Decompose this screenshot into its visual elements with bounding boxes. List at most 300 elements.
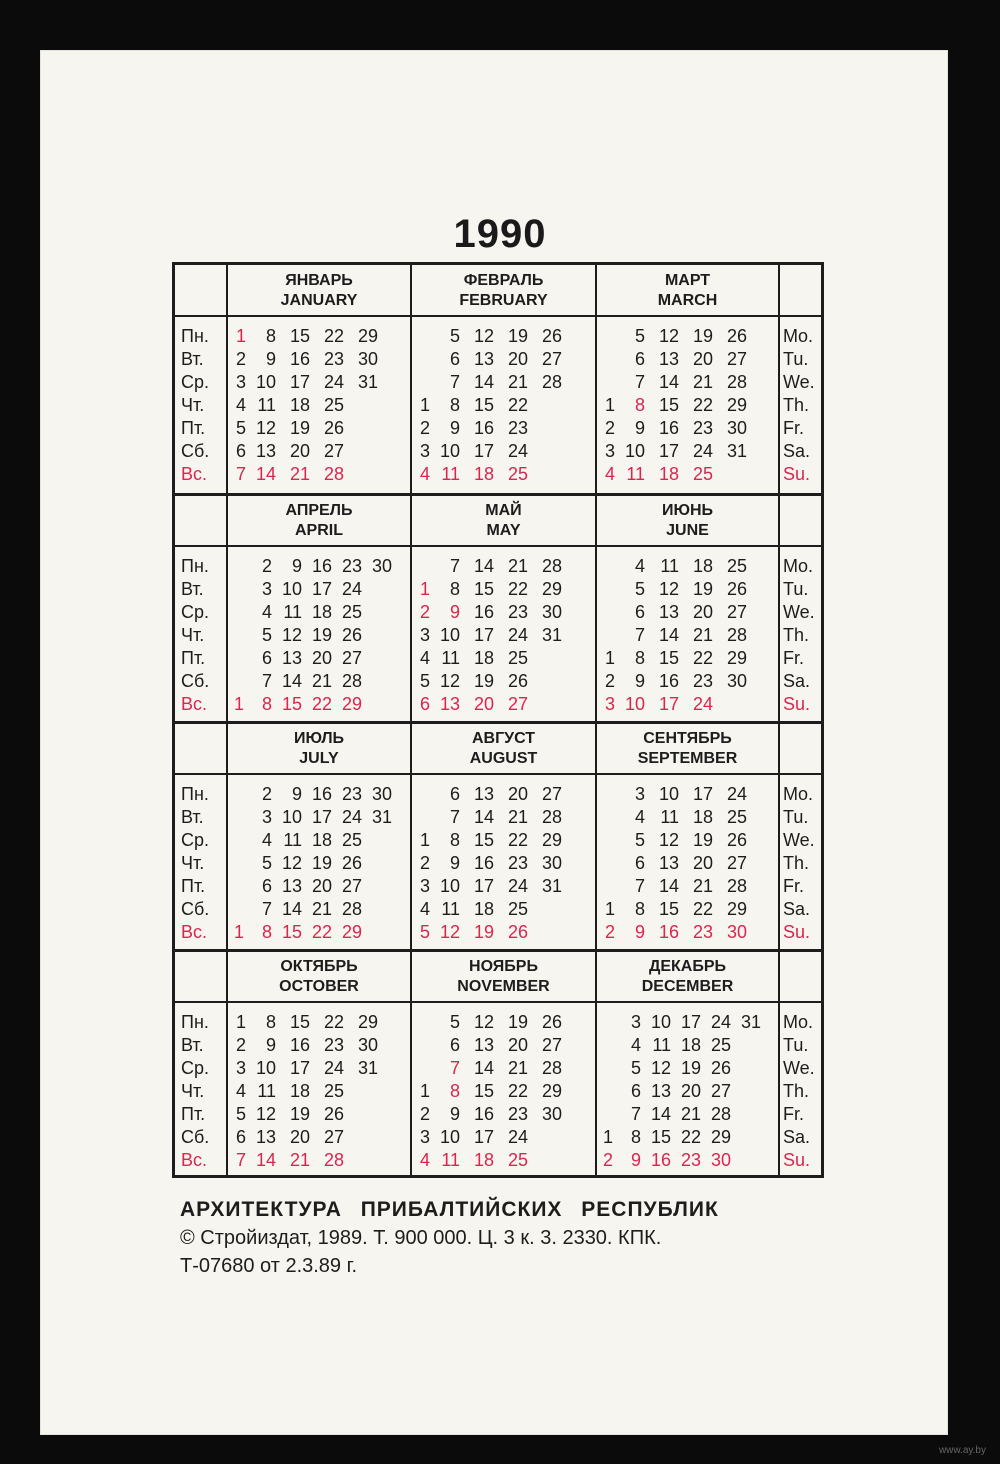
day-number: 18 xyxy=(473,899,494,919)
weekday-label-en: Th. xyxy=(783,853,810,873)
day-number: 29 xyxy=(726,899,747,919)
day-number: 29 xyxy=(541,830,562,850)
day-number: 13 xyxy=(473,784,494,804)
day-number: 24 xyxy=(507,1127,528,1147)
day-number: 13 xyxy=(473,349,494,369)
day-number: 22 xyxy=(692,395,713,415)
day-number: 16 xyxy=(473,602,494,622)
month-days xyxy=(601,1011,761,1172)
day-number: 21 xyxy=(311,671,332,691)
day-number: 10 xyxy=(439,876,460,896)
month-name-ru: ИЮНЬ xyxy=(661,502,714,519)
day-number: 13 xyxy=(658,349,679,369)
week-row xyxy=(416,417,562,440)
day-number: 14 xyxy=(650,1104,671,1124)
day-number: 11 xyxy=(441,464,460,484)
grid-divider-horizontal xyxy=(175,493,821,496)
day-number: 5 xyxy=(449,326,460,346)
day-number: 22 xyxy=(692,648,713,668)
day-number: 5 xyxy=(634,326,645,346)
day-number: 27 xyxy=(541,349,562,369)
day-number: 9 xyxy=(449,1104,460,1124)
day-number: 3 xyxy=(235,1058,246,1078)
weekday-label-en: Fr. xyxy=(783,418,804,438)
day-number: 22 xyxy=(311,922,332,942)
day-number: 10 xyxy=(281,579,302,599)
week-row xyxy=(416,578,562,601)
day-number: 27 xyxy=(507,694,528,714)
month-days xyxy=(416,555,562,716)
weekday-labels-ru xyxy=(181,325,209,486)
month-name-en: SEPTEMBER xyxy=(637,750,738,767)
day-number: 9 xyxy=(634,922,645,942)
day-number: 1 xyxy=(235,326,246,346)
day-number: 3 xyxy=(634,784,645,804)
week-row xyxy=(416,806,562,829)
day-number: 6 xyxy=(261,876,272,896)
week-row xyxy=(416,463,562,486)
day-number: 24 xyxy=(726,784,747,804)
day-number: 10 xyxy=(255,1058,276,1078)
calendar-grid xyxy=(172,262,824,1178)
day-number: 1 xyxy=(419,395,430,415)
day-number: 24 xyxy=(341,807,362,827)
day-number: 7 xyxy=(235,1150,246,1170)
day-number: 28 xyxy=(726,625,747,645)
day-number: 10 xyxy=(439,441,460,461)
weekday-label-ru: Пн. xyxy=(181,556,209,576)
day-number: 12 xyxy=(255,1104,276,1124)
day-number: 26 xyxy=(726,326,747,346)
week-row xyxy=(416,1149,562,1172)
month-header xyxy=(597,501,778,541)
day-number: 23 xyxy=(692,418,713,438)
weekday-label-ru: Пт. xyxy=(181,1104,206,1124)
weekday-label-ru: Пн. xyxy=(181,1012,209,1032)
day-number: 19 xyxy=(692,830,713,850)
day-number: 22 xyxy=(507,395,528,415)
day-number: 19 xyxy=(692,579,713,599)
week-row xyxy=(601,898,747,921)
day-number: 12 xyxy=(439,922,460,942)
day-number: 28 xyxy=(726,372,747,392)
week-row xyxy=(416,921,562,944)
week-row xyxy=(232,1103,378,1126)
weekday-label-ru: Пн. xyxy=(181,326,209,346)
month-name-ru: ИЮЛЬ xyxy=(293,730,345,747)
day-number: 20 xyxy=(692,853,713,873)
day-number: 14 xyxy=(473,556,494,576)
day-number: 21 xyxy=(507,1058,528,1078)
day-number: 20 xyxy=(507,349,528,369)
day-number: 24 xyxy=(710,1012,731,1032)
month-header xyxy=(597,729,778,769)
weekday-label-ru: Сб. xyxy=(181,441,210,461)
day-number: 20 xyxy=(311,648,332,668)
day-number: 11 xyxy=(626,464,645,484)
month-name-ru: ОКТЯБРЬ xyxy=(280,958,358,975)
day-number: 13 xyxy=(255,1127,276,1147)
day-number: 2 xyxy=(261,556,272,576)
day-number: 25 xyxy=(507,899,528,919)
day-number: 18 xyxy=(311,602,332,622)
day-number: 6 xyxy=(449,349,460,369)
day-number: 30 xyxy=(371,556,392,576)
day-number: 27 xyxy=(726,602,747,622)
week-row xyxy=(232,394,378,417)
day-number: 13 xyxy=(255,441,276,461)
day-number: 24 xyxy=(323,1058,344,1078)
day-number: 18 xyxy=(473,464,494,484)
day-number: 2 xyxy=(419,418,430,438)
footer-title: АРХИТЕКТУРА ПРИБАЛТИЙСКИХ РЕСПУБЛИК xyxy=(180,1198,719,1221)
day-number: 30 xyxy=(726,671,747,691)
month-name-en: DECEMBER xyxy=(641,978,734,995)
day-number: 6 xyxy=(419,694,430,714)
month-name-en: AUGUST xyxy=(469,750,538,767)
day-number: 21 xyxy=(507,372,528,392)
week-row xyxy=(416,647,562,670)
weekday-label-en: Mo. xyxy=(783,326,814,346)
weekday-label-en: Th. xyxy=(783,625,810,645)
grid-divider-header xyxy=(175,1001,821,1003)
day-number: 18 xyxy=(658,464,679,484)
day-number: 24 xyxy=(507,625,528,645)
day-number: 15 xyxy=(473,395,494,415)
day-number: 22 xyxy=(323,1012,344,1032)
day-number: 28 xyxy=(341,899,362,919)
day-number: 20 xyxy=(473,694,494,714)
month-days xyxy=(232,325,378,486)
day-number: 22 xyxy=(507,1081,528,1101)
day-number: 25 xyxy=(726,807,747,827)
month-days xyxy=(232,1011,378,1172)
week-row xyxy=(232,578,392,601)
weekday-label-ru: Вт. xyxy=(181,579,204,599)
weekday-label-ru: Вс. xyxy=(181,694,208,714)
weekday-label-en: Su. xyxy=(783,922,811,942)
weekday-label-ru: Ср. xyxy=(181,830,210,850)
day-number: 20 xyxy=(692,349,713,369)
day-number: 25 xyxy=(323,395,344,415)
week-row xyxy=(416,693,562,716)
grid-divider-vertical xyxy=(595,265,597,1175)
week-row xyxy=(601,417,747,440)
day-number: 6 xyxy=(449,1035,460,1055)
day-number: 19 xyxy=(507,1012,528,1032)
day-number: 14 xyxy=(658,625,679,645)
day-number: 18 xyxy=(692,807,713,827)
day-number: 14 xyxy=(658,876,679,896)
day-number: 17 xyxy=(311,579,332,599)
day-number: 16 xyxy=(311,556,332,576)
week-row xyxy=(416,783,562,806)
week-row xyxy=(232,1034,378,1057)
day-number: 28 xyxy=(541,1058,562,1078)
week-row xyxy=(232,829,392,852)
day-number: 25 xyxy=(341,602,362,622)
week-row xyxy=(232,1126,378,1149)
day-number: 29 xyxy=(541,579,562,599)
day-number: 4 xyxy=(261,830,272,850)
day-number: 28 xyxy=(323,1150,344,1170)
week-row xyxy=(601,1057,761,1080)
week-row xyxy=(416,1034,562,1057)
day-number: 10 xyxy=(439,625,460,645)
month-days xyxy=(601,555,747,716)
weekday-label-en: Sa. xyxy=(783,899,811,919)
week-row xyxy=(232,693,392,716)
week-row xyxy=(416,898,562,921)
month-name-en: MARCH xyxy=(657,292,718,309)
grid-divider-horizontal xyxy=(175,949,821,952)
day-number: 26 xyxy=(507,671,528,691)
grid-divider-vertical xyxy=(410,265,412,1175)
day-number: 20 xyxy=(289,441,310,461)
day-number: 26 xyxy=(323,1104,344,1124)
day-number: 16 xyxy=(289,349,310,369)
day-number: 18 xyxy=(311,830,332,850)
day-number: 5 xyxy=(235,418,246,438)
month-header xyxy=(412,501,595,541)
week-row xyxy=(232,325,378,348)
day-number: 18 xyxy=(289,1081,310,1101)
month-name-en: MAY xyxy=(486,522,521,539)
day-number: 13 xyxy=(281,648,302,668)
day-number: 24 xyxy=(323,372,344,392)
day-number: 24 xyxy=(692,441,713,461)
week-row xyxy=(601,1080,761,1103)
day-number: 25 xyxy=(507,648,528,668)
day-number: 16 xyxy=(650,1150,671,1170)
day-number: 13 xyxy=(658,602,679,622)
day-number: 1 xyxy=(233,922,244,942)
day-number: 31 xyxy=(740,1012,761,1032)
week-row xyxy=(601,921,747,944)
day-number: 23 xyxy=(692,671,713,691)
day-number: 22 xyxy=(311,694,332,714)
day-number: 4 xyxy=(634,807,645,827)
day-number: 7 xyxy=(449,1058,460,1078)
day-number: 27 xyxy=(323,441,344,461)
week-row xyxy=(416,670,562,693)
weekday-labels-en xyxy=(783,325,815,486)
day-number: 29 xyxy=(357,326,378,346)
day-number: 9 xyxy=(291,556,302,576)
day-number: 10 xyxy=(281,807,302,827)
day-number: 4 xyxy=(634,556,645,576)
day-number: 1 xyxy=(235,1012,246,1032)
day-number: 1 xyxy=(419,830,430,850)
weekday-label-ru: Вт. xyxy=(181,349,204,369)
watermark: www.ay.by xyxy=(938,1445,986,1456)
day-number: 28 xyxy=(541,556,562,576)
month-name-en: APRIL xyxy=(295,522,343,539)
day-number: 20 xyxy=(507,1035,528,1055)
day-number: 1 xyxy=(604,395,615,415)
day-number: 26 xyxy=(341,625,362,645)
week-row xyxy=(232,852,392,875)
day-number: 30 xyxy=(726,922,747,942)
weekday-label-en: Tu. xyxy=(783,1035,809,1055)
day-number: 9 xyxy=(449,853,460,873)
day-number: 29 xyxy=(541,1081,562,1101)
day-number: 11 xyxy=(257,395,276,415)
week-row xyxy=(232,371,378,394)
day-number: 18 xyxy=(473,1150,494,1170)
month-name-ru: МАЙ xyxy=(485,502,522,519)
day-number: 12 xyxy=(255,418,276,438)
day-number: 29 xyxy=(341,922,362,942)
day-number: 20 xyxy=(692,602,713,622)
day-number: 19 xyxy=(289,418,310,438)
day-number: 29 xyxy=(341,694,362,714)
day-number: 28 xyxy=(341,671,362,691)
day-number: 4 xyxy=(604,464,615,484)
month-days xyxy=(232,783,392,944)
month-header xyxy=(597,957,778,997)
week-row xyxy=(601,463,747,486)
day-number: 21 xyxy=(692,876,713,896)
day-number: 8 xyxy=(634,648,645,668)
day-number: 25 xyxy=(323,1081,344,1101)
weekday-label-en: We. xyxy=(783,602,815,622)
day-number: 25 xyxy=(507,464,528,484)
day-number: 21 xyxy=(289,464,310,484)
weekday-label-en: Mo. xyxy=(783,784,814,804)
weekday-labels-ru xyxy=(181,555,209,716)
day-number: 3 xyxy=(235,372,246,392)
day-number: 7 xyxy=(630,1104,641,1124)
day-number: 12 xyxy=(473,326,494,346)
day-number: 10 xyxy=(255,372,276,392)
day-number: 19 xyxy=(507,326,528,346)
day-number: 31 xyxy=(541,625,562,645)
day-number: 4 xyxy=(419,464,430,484)
day-number: 10 xyxy=(658,784,679,804)
weekday-label-ru: Сб. xyxy=(181,1127,210,1147)
week-row xyxy=(232,898,392,921)
day-number: 27 xyxy=(341,876,362,896)
month-name-en: JUNE xyxy=(666,522,709,539)
week-row xyxy=(601,1103,761,1126)
week-row xyxy=(601,829,747,852)
day-number: 30 xyxy=(357,349,378,369)
day-number: 4 xyxy=(235,395,246,415)
month-header xyxy=(228,957,410,997)
day-number: 12 xyxy=(658,830,679,850)
day-number: 16 xyxy=(473,1104,494,1124)
day-number: 14 xyxy=(281,671,302,691)
month-days xyxy=(601,783,747,944)
day-number: 5 xyxy=(630,1058,641,1078)
month-header xyxy=(412,271,595,311)
day-number: 3 xyxy=(261,579,272,599)
day-number: 21 xyxy=(311,899,332,919)
day-number: 23 xyxy=(507,853,528,873)
day-number: 18 xyxy=(692,556,713,576)
week-row xyxy=(416,1080,562,1103)
day-number: 5 xyxy=(634,579,645,599)
day-number: 4 xyxy=(419,648,430,668)
week-row xyxy=(232,463,378,486)
day-number: 27 xyxy=(341,648,362,668)
day-number: 25 xyxy=(507,1150,528,1170)
weekday-label-en: Mo. xyxy=(783,556,814,576)
day-number: 2 xyxy=(419,1104,430,1124)
weekday-label-en: Su. xyxy=(783,464,811,484)
week-row xyxy=(601,555,747,578)
month-name-ru: АПРЕЛЬ xyxy=(285,502,353,519)
day-number: 23 xyxy=(680,1150,701,1170)
week-row xyxy=(416,601,562,624)
day-number: 23 xyxy=(341,784,362,804)
month-header xyxy=(412,729,595,769)
week-row xyxy=(416,440,562,463)
weekday-label-ru: Ср. xyxy=(181,1058,210,1078)
footer-reference: Т-07680 от 2.3.89 г. xyxy=(180,1255,358,1277)
month-name-en: JANUARY xyxy=(280,292,358,309)
month-days xyxy=(601,325,747,486)
day-number: 5 xyxy=(419,671,430,691)
day-number: 17 xyxy=(289,1058,310,1078)
week-row xyxy=(416,1057,562,1080)
day-number: 7 xyxy=(261,671,272,691)
day-number: 9 xyxy=(449,602,460,622)
week-row xyxy=(416,325,562,348)
weekday-label-en: We. xyxy=(783,830,815,850)
week-row xyxy=(601,693,747,716)
day-number: 4 xyxy=(419,899,430,919)
day-number: 2 xyxy=(604,922,615,942)
day-number: 3 xyxy=(419,876,430,896)
day-number: 17 xyxy=(311,807,332,827)
day-number: 22 xyxy=(507,579,528,599)
day-number: 2 xyxy=(235,1035,246,1055)
day-number: 8 xyxy=(261,922,272,942)
day-number: 9 xyxy=(265,349,276,369)
weekday-labels-en xyxy=(783,555,815,716)
day-number: 22 xyxy=(323,326,344,346)
month-name-ru: НОЯБРЬ xyxy=(469,958,538,975)
week-row xyxy=(601,1149,761,1172)
day-number: 20 xyxy=(311,876,332,896)
day-number: 6 xyxy=(235,441,246,461)
day-number: 12 xyxy=(281,625,302,645)
day-number: 3 xyxy=(419,441,430,461)
grid-divider-header xyxy=(175,545,821,547)
day-number: 1 xyxy=(419,1081,430,1101)
day-number: 31 xyxy=(357,372,378,392)
day-number: 26 xyxy=(726,579,747,599)
day-number: 10 xyxy=(624,441,645,461)
day-number: 5 xyxy=(419,922,430,942)
day-number: 1 xyxy=(602,1127,613,1147)
day-number: 21 xyxy=(692,625,713,645)
weekday-label-en: We. xyxy=(783,1058,815,1078)
grid-divider-header xyxy=(175,315,821,317)
day-number: 22 xyxy=(507,830,528,850)
weekday-label-en: Fr. xyxy=(783,876,804,896)
day-number: 29 xyxy=(357,1012,378,1032)
day-number: 19 xyxy=(692,326,713,346)
day-number: 17 xyxy=(658,441,679,461)
day-number: 17 xyxy=(658,694,679,714)
day-number: 26 xyxy=(507,922,528,942)
weekday-label-ru: Сб. xyxy=(181,899,210,919)
weekday-label-ru: Ср. xyxy=(181,372,210,392)
day-number: 23 xyxy=(323,1035,344,1055)
